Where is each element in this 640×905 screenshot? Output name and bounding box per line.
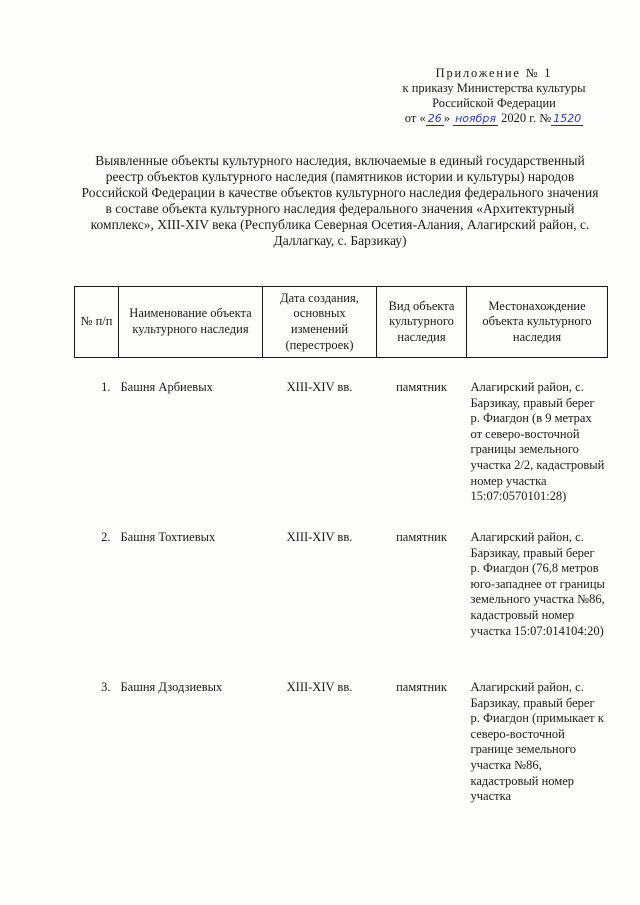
header-number: № п/п: [75, 287, 119, 358]
row-name: Башня Дзодзиевых: [120, 680, 223, 694]
document-title: Выявленные объекты культурного наследия, включаемые в единый государственный реестр объектов культурного наследия (памятников истории и культуры) народов Российской Федерации в качестве объектов культурного наследия федерального значения в составе объекта культурного наследия федерального значения «Архитектурный комплекс», XIII-XIV века (Республика Северная Осетия-Алания, Алагирский район, с. Даллагкау, с. Барзикау): [81, 153, 599, 248]
row-location: Алагирский район, с. Барзикау, правый берег р. Фиагдон (76,8 метров юго-западнее от границы земельного участка №86, кадастровый номер участка 15:07:014104:20): [470, 530, 605, 638]
row-number: 3.: [101, 680, 111, 694]
row-name: Башня Арбиевых: [120, 380, 213, 394]
table-header-row: [75, 287, 608, 358]
row-location: Алагирский район, с. Барзикау, правый берег р. Фиагдон (примыкает к северо-восточной границе земельного участка №86, кадастровый номер участка: [470, 680, 604, 804]
header-location: Местонахождение объекта культурного наследия: [467, 287, 608, 358]
table-row: [75, 530, 608, 680]
row-type: памятник: [396, 380, 447, 394]
row-type: памятник: [396, 680, 447, 694]
appendix-date-line: от « 26 » ноября 2020 г. № 1520: [404, 111, 582, 125]
row-name: Башня Тохтиевых: [120, 530, 216, 544]
handwritten-day: 26: [427, 112, 442, 125]
appendix-title: Приложение № 1: [435, 66, 553, 80]
appendix-order-line: к приказу Министерства культуры: [402, 81, 586, 95]
header-date: Дата создания, основных изменений (перестроек): [263, 287, 377, 358]
row-date: XIII-XIV вв.: [286, 530, 353, 544]
row-number: 1.: [101, 380, 111, 394]
row-date: XIII-XIV вв.: [286, 680, 353, 694]
row-type: памятник: [396, 530, 447, 544]
appendix-ministry-line: Российской Федерации: [432, 96, 556, 110]
header-type: Вид объекта культурного наследия: [377, 287, 467, 358]
row-date: XIII-XIV вв.: [286, 380, 353, 394]
heritage-table: [74, 286, 608, 805]
header-name: Наименование объекта культурного наследия: [119, 287, 263, 358]
table-row: [75, 680, 608, 805]
handwritten-number: 1520: [553, 112, 582, 125]
row-number: 2.: [101, 530, 111, 544]
appendix-header: [360, 66, 628, 126]
row-location: Алагирский район, с. Барзикау, правый берег р. Фиагдон (в 9 метрах от северо-восточной границы земельного участка 2/2, кадастровый номер участка 15:07:0570101:28): [470, 380, 605, 504]
table-row: [75, 380, 608, 530]
handwritten-month: ноября: [455, 112, 497, 125]
